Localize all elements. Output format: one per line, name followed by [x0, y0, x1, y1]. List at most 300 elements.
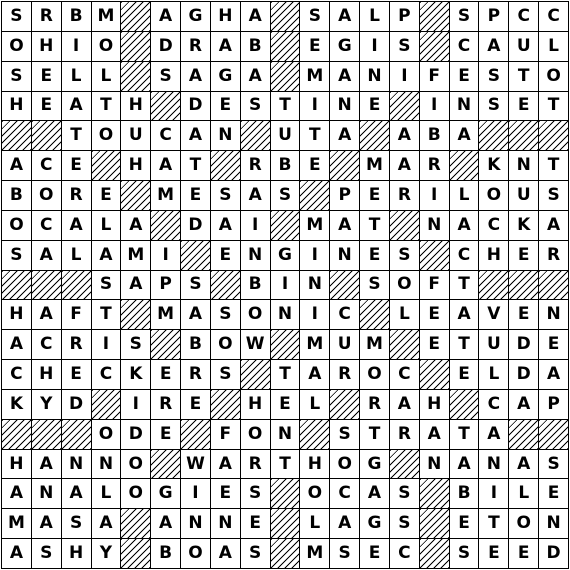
- letter-cell: T: [360, 211, 389, 240]
- letter-cell: C: [2, 360, 31, 389]
- letter-cell: D: [181, 211, 210, 240]
- block-cell: [420, 32, 449, 61]
- letter-cell: M: [121, 241, 150, 270]
- crossword-grid: [1, 1, 569, 569]
- letter-cell: C: [32, 330, 61, 359]
- block-cell: [121, 300, 150, 329]
- letter-cell: L: [479, 360, 508, 389]
- block-cell: [509, 121, 538, 150]
- letter-cell: H: [479, 241, 508, 270]
- letter-cell: B: [181, 330, 210, 359]
- letter-cell: C: [330, 300, 359, 329]
- letter-cell: B: [151, 539, 180, 568]
- letter-cell: A: [420, 420, 449, 449]
- block-cell: [181, 241, 210, 270]
- letter-cell: E: [300, 151, 329, 180]
- letter-cell: S: [539, 450, 568, 479]
- letter-cell: T: [92, 92, 121, 121]
- letter-cell: A: [151, 509, 180, 538]
- letter-cell: E: [241, 509, 270, 538]
- letter-cell: A: [32, 300, 61, 329]
- letter-cell: T: [271, 360, 300, 389]
- letter-cell: A: [32, 509, 61, 538]
- letter-cell: O: [121, 479, 150, 508]
- block-cell: [271, 330, 300, 359]
- letter-cell: H: [2, 450, 31, 479]
- letter-cell: L: [300, 390, 329, 419]
- letter-cell: O: [539, 62, 568, 91]
- letter-cell: S: [181, 271, 210, 300]
- letter-cell: T: [539, 92, 568, 121]
- letter-cell: U: [271, 121, 300, 150]
- letter-cell: T: [539, 151, 568, 180]
- letter-cell: S: [151, 62, 180, 91]
- letter-cell: A: [539, 360, 568, 389]
- letter-cell: A: [479, 32, 508, 61]
- letter-cell: C: [32, 151, 61, 180]
- letter-cell: G: [211, 62, 240, 91]
- letter-cell: A: [62, 211, 91, 240]
- letter-cell: O: [92, 32, 121, 61]
- letter-cell: B: [62, 2, 91, 31]
- letter-cell: D: [181, 92, 210, 121]
- letter-cell: I: [62, 32, 91, 61]
- letter-cell: K: [479, 151, 508, 180]
- letter-cell: S: [450, 539, 479, 568]
- letter-cell: E: [539, 330, 568, 359]
- letter-cell: N: [32, 479, 61, 508]
- block-cell: [151, 450, 180, 479]
- letter-cell: L: [509, 479, 538, 508]
- letter-cell: K: [2, 390, 31, 419]
- letter-cell: D: [121, 420, 150, 449]
- letter-cell: A: [241, 62, 270, 91]
- letter-cell: E: [211, 241, 240, 270]
- block-cell: [62, 420, 91, 449]
- letter-cell: I: [360, 32, 389, 61]
- letter-cell: O: [390, 271, 419, 300]
- letter-cell: S: [32, 539, 61, 568]
- letter-cell: S: [479, 92, 508, 121]
- letter-cell: S: [241, 92, 270, 121]
- letter-cell: O: [211, 330, 240, 359]
- letter-cell: I: [420, 181, 449, 210]
- block-cell: [121, 181, 150, 210]
- letter-cell: N: [539, 509, 568, 538]
- block-cell: [92, 151, 121, 180]
- letter-cell: C: [450, 241, 479, 270]
- block-cell: [151, 92, 180, 121]
- block-cell: [32, 121, 61, 150]
- letter-cell: W: [181, 450, 210, 479]
- block-cell: [271, 539, 300, 568]
- letter-cell: N: [271, 300, 300, 329]
- letter-cell: A: [241, 181, 270, 210]
- letter-cell: R: [62, 181, 91, 210]
- letter-cell: A: [211, 539, 240, 568]
- block-cell: [539, 121, 568, 150]
- letter-cell: U: [509, 181, 538, 210]
- letter-cell: R: [241, 450, 270, 479]
- letter-cell: O: [241, 300, 270, 329]
- letter-cell: M: [151, 300, 180, 329]
- letter-cell: G: [271, 241, 300, 270]
- letter-cell: N: [330, 92, 359, 121]
- letter-cell: H: [420, 390, 449, 419]
- letter-cell: S: [271, 181, 300, 210]
- letter-cell: N: [181, 509, 210, 538]
- letter-cell: S: [330, 539, 359, 568]
- letter-cell: L: [92, 62, 121, 91]
- block-cell: [300, 420, 329, 449]
- block-cell: [509, 271, 538, 300]
- letter-cell: E: [509, 92, 538, 121]
- block-cell: [2, 271, 31, 300]
- block-cell: [300, 181, 329, 210]
- block-cell: [32, 420, 61, 449]
- letter-cell: E: [181, 181, 210, 210]
- letter-cell: I: [420, 92, 449, 121]
- letter-cell: C: [479, 390, 508, 419]
- letter-cell: I: [479, 479, 508, 508]
- letter-cell: P: [539, 390, 568, 419]
- letter-cell: K: [509, 211, 538, 240]
- letter-cell: H: [121, 151, 150, 180]
- letter-cell: O: [2, 211, 31, 240]
- letter-cell: R: [539, 241, 568, 270]
- letter-cell: H: [211, 2, 240, 31]
- letter-cell: A: [330, 509, 359, 538]
- letter-cell: O: [300, 479, 329, 508]
- letter-cell: N: [360, 62, 389, 91]
- letter-cell: E: [211, 92, 240, 121]
- block-cell: [509, 420, 538, 449]
- letter-cell: L: [62, 241, 91, 270]
- letter-cell: B: [450, 479, 479, 508]
- letter-cell: M: [151, 181, 180, 210]
- letter-cell: R: [420, 151, 449, 180]
- block-cell: [420, 509, 449, 538]
- letter-cell: I: [181, 479, 210, 508]
- letter-cell: R: [151, 390, 180, 419]
- letter-cell: H: [300, 450, 329, 479]
- letter-cell: O: [509, 509, 538, 538]
- letter-cell: A: [181, 300, 210, 329]
- letter-cell: D: [539, 539, 568, 568]
- letter-cell: E: [360, 92, 389, 121]
- letter-cell: C: [390, 360, 419, 389]
- letter-cell: O: [241, 420, 270, 449]
- letter-cell: N: [271, 420, 300, 449]
- letter-cell: L: [390, 300, 419, 329]
- letter-cell: A: [450, 300, 479, 329]
- letter-cell: R: [181, 32, 210, 61]
- block-cell: [121, 32, 150, 61]
- letter-cell: S: [2, 2, 31, 31]
- letter-cell: G: [360, 450, 389, 479]
- letter-cell: M: [92, 2, 121, 31]
- letter-cell: E: [420, 300, 449, 329]
- block-cell: [92, 390, 121, 419]
- letter-cell: T: [271, 450, 300, 479]
- letter-cell: N: [539, 300, 568, 329]
- letter-cell: M: [360, 151, 389, 180]
- block-cell: [539, 420, 568, 449]
- letter-cell: E: [211, 479, 240, 508]
- block-cell: [211, 271, 240, 300]
- letter-cell: A: [330, 62, 359, 91]
- letter-cell: S: [539, 181, 568, 210]
- letter-cell: C: [151, 121, 180, 150]
- letter-cell: E: [62, 360, 91, 389]
- letter-cell: A: [390, 390, 419, 419]
- letter-cell: H: [62, 539, 91, 568]
- block-cell: [390, 211, 419, 240]
- letter-cell: S: [211, 300, 240, 329]
- letter-cell: E: [450, 360, 479, 389]
- letter-cell: A: [62, 479, 91, 508]
- letter-cell: A: [121, 271, 150, 300]
- letter-cell: A: [360, 479, 389, 508]
- letter-cell: S: [360, 271, 389, 300]
- block-cell: [420, 539, 449, 568]
- letter-cell: E: [360, 539, 389, 568]
- letter-cell: A: [181, 121, 210, 150]
- letter-cell: N: [211, 509, 240, 538]
- letter-cell: F: [211, 420, 240, 449]
- letter-cell: C: [330, 479, 359, 508]
- letter-cell: D: [151, 32, 180, 61]
- block-cell: [211, 151, 240, 180]
- letter-cell: D: [509, 330, 538, 359]
- letter-cell: M: [300, 330, 329, 359]
- letter-cell: I: [151, 241, 180, 270]
- block-cell: [360, 300, 389, 329]
- letter-cell: T: [271, 92, 300, 121]
- letter-cell: I: [121, 390, 150, 419]
- block-cell: [271, 509, 300, 538]
- letter-cell: S: [62, 509, 91, 538]
- letter-cell: R: [62, 330, 91, 359]
- letter-cell: A: [241, 2, 270, 31]
- letter-cell: A: [211, 211, 240, 240]
- letter-cell: T: [300, 121, 329, 150]
- letter-cell: S: [241, 539, 270, 568]
- letter-cell: G: [151, 479, 180, 508]
- letter-cell: H: [121, 92, 150, 121]
- letter-cell: A: [121, 211, 150, 240]
- letter-cell: O: [121, 450, 150, 479]
- letter-cell: U: [121, 121, 150, 150]
- letter-cell: S: [390, 509, 419, 538]
- block-cell: [271, 479, 300, 508]
- letter-cell: O: [92, 121, 121, 150]
- letter-cell: Y: [32, 390, 61, 419]
- letter-cell: D: [62, 390, 91, 419]
- block-cell: [151, 211, 180, 240]
- letter-cell: R: [32, 2, 61, 31]
- letter-cell: F: [62, 300, 91, 329]
- letter-cell: G: [181, 2, 210, 31]
- block-cell: [181, 420, 210, 449]
- letter-cell: A: [300, 360, 329, 389]
- letter-cell: P: [390, 2, 419, 31]
- block-cell: [420, 2, 449, 31]
- letter-cell: F: [420, 271, 449, 300]
- letter-cell: A: [62, 92, 91, 121]
- letter-cell: M: [300, 211, 329, 240]
- letter-cell: B: [420, 121, 449, 150]
- letter-cell: T: [450, 420, 479, 449]
- block-cell: [479, 271, 508, 300]
- letter-cell: S: [2, 241, 31, 270]
- letter-cell: R: [390, 420, 419, 449]
- block-cell: [479, 121, 508, 150]
- letter-cell: R: [360, 390, 389, 419]
- block-cell: [450, 151, 479, 180]
- letter-cell: C: [32, 211, 61, 240]
- block-cell: [121, 62, 150, 91]
- block-cell: [420, 360, 449, 389]
- letter-cell: E: [539, 479, 568, 508]
- letter-cell: E: [92, 181, 121, 210]
- letter-cell: U: [479, 330, 508, 359]
- letter-cell: A: [2, 330, 31, 359]
- letter-cell: T: [450, 271, 479, 300]
- letter-cell: E: [151, 420, 180, 449]
- letter-cell: D: [509, 360, 538, 389]
- block-cell: [539, 271, 568, 300]
- block-cell: [390, 92, 419, 121]
- block-cell: [390, 330, 419, 359]
- letter-cell: E: [300, 32, 329, 61]
- block-cell: [121, 539, 150, 568]
- letter-cell: O: [330, 450, 359, 479]
- letter-cell: A: [450, 121, 479, 150]
- letter-cell: S: [390, 479, 419, 508]
- block-cell: [450, 390, 479, 419]
- letter-cell: O: [2, 32, 31, 61]
- block-cell: [121, 2, 150, 31]
- letter-cell: A: [211, 32, 240, 61]
- letter-cell: T: [360, 420, 389, 449]
- letter-cell: S: [2, 62, 31, 91]
- block-cell: [330, 271, 359, 300]
- letter-cell: L: [92, 479, 121, 508]
- letter-cell: W: [241, 330, 270, 359]
- letter-cell: O: [360, 360, 389, 389]
- letter-cell: E: [271, 390, 300, 419]
- letter-cell: H: [32, 360, 61, 389]
- letter-cell: A: [450, 211, 479, 240]
- letter-cell: E: [509, 300, 538, 329]
- letter-cell: H: [2, 92, 31, 121]
- letter-cell: C: [92, 360, 121, 389]
- block-cell: [241, 360, 270, 389]
- letter-cell: O: [479, 181, 508, 210]
- letter-cell: A: [211, 450, 240, 479]
- block-cell: [211, 390, 240, 419]
- block-cell: [390, 450, 419, 479]
- letter-cell: A: [181, 62, 210, 91]
- letter-cell: E: [420, 330, 449, 359]
- letter-cell: A: [330, 121, 359, 150]
- letter-cell: I: [271, 271, 300, 300]
- letter-cell: R: [241, 151, 270, 180]
- letter-cell: C: [450, 32, 479, 61]
- letter-cell: P: [330, 181, 359, 210]
- letter-cell: S: [241, 479, 270, 508]
- block-cell: [151, 330, 180, 359]
- letter-cell: E: [450, 62, 479, 91]
- letter-cell: N: [300, 271, 329, 300]
- block-cell: [271, 62, 300, 91]
- letter-cell: A: [2, 151, 31, 180]
- letter-cell: C: [479, 211, 508, 240]
- letter-cell: T: [450, 330, 479, 359]
- letter-cell: T: [92, 300, 121, 329]
- letter-cell: E: [450, 509, 479, 538]
- letter-cell: I: [300, 300, 329, 329]
- letter-cell: I: [300, 241, 329, 270]
- letter-cell: S: [211, 181, 240, 210]
- letter-cell: A: [509, 390, 538, 419]
- letter-cell: N: [241, 241, 270, 270]
- letter-cell: L: [62, 62, 91, 91]
- letter-cell: A: [151, 151, 180, 180]
- letter-cell: R: [390, 181, 419, 210]
- letter-cell: V: [479, 300, 508, 329]
- letter-cell: R: [181, 360, 210, 389]
- letter-cell: I: [300, 92, 329, 121]
- letter-cell: B: [241, 32, 270, 61]
- letter-cell: I: [390, 62, 419, 91]
- letter-cell: A: [330, 2, 359, 31]
- letter-cell: G: [330, 32, 359, 61]
- letter-cell: S: [450, 2, 479, 31]
- letter-cell: L: [539, 32, 568, 61]
- letter-cell: E: [32, 62, 61, 91]
- letter-cell: E: [181, 390, 210, 419]
- letter-cell: A: [2, 479, 31, 508]
- letter-cell: H: [241, 390, 270, 419]
- letter-cell: G: [360, 509, 389, 538]
- letter-cell: T: [62, 121, 91, 150]
- letter-cell: T: [181, 151, 210, 180]
- letter-cell: P: [479, 2, 508, 31]
- letter-cell: A: [479, 420, 508, 449]
- block-cell: [2, 420, 31, 449]
- letter-cell: N: [211, 121, 240, 150]
- block-cell: [271, 211, 300, 240]
- letter-cell: A: [32, 450, 61, 479]
- block-cell: [121, 509, 150, 538]
- letter-cell: R: [330, 360, 359, 389]
- letter-cell: C: [539, 2, 568, 31]
- letter-cell: S: [479, 62, 508, 91]
- letter-cell: M: [300, 62, 329, 91]
- letter-cell: E: [479, 539, 508, 568]
- letter-cell: O: [181, 539, 210, 568]
- letter-cell: N: [450, 92, 479, 121]
- letter-cell: U: [330, 330, 359, 359]
- letter-cell: N: [420, 211, 449, 240]
- letter-cell: A: [92, 509, 121, 538]
- letter-cell: M: [2, 509, 31, 538]
- letter-cell: L: [300, 509, 329, 538]
- block-cell: [271, 2, 300, 31]
- letter-cell: A: [2, 539, 31, 568]
